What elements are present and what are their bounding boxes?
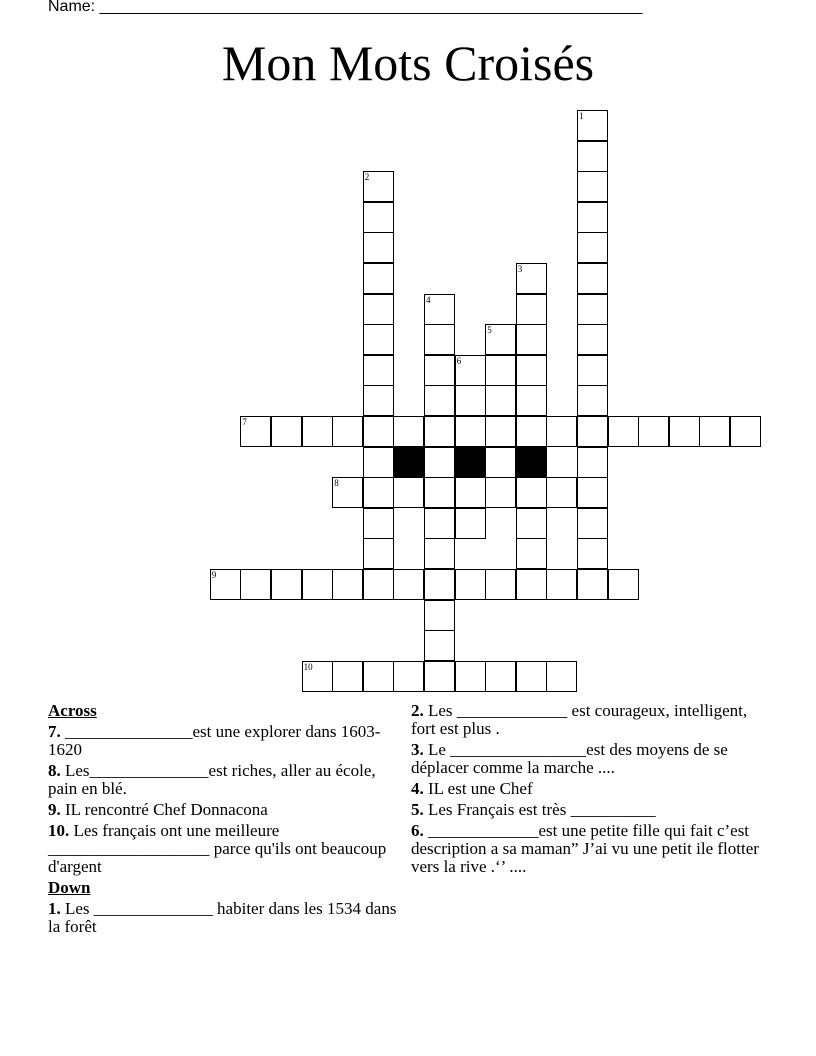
grid-cell[interactable] bbox=[546, 661, 577, 692]
grid-cell[interactable] bbox=[516, 538, 547, 569]
grid-cell[interactable] bbox=[424, 294, 455, 325]
down-clue-list-continued bbox=[411, 702, 771, 876]
grid-cell[interactable] bbox=[516, 385, 547, 416]
grid-cell[interactable] bbox=[363, 416, 394, 447]
grid-cell[interactable] bbox=[577, 385, 608, 416]
grid-cell[interactable] bbox=[577, 569, 608, 600]
grid-cell[interactable] bbox=[271, 416, 302, 447]
grid-cell[interactable] bbox=[577, 141, 608, 172]
grid-cell[interactable] bbox=[240, 416, 271, 447]
grid-cell[interactable] bbox=[424, 508, 455, 539]
grid-cell[interactable] bbox=[363, 171, 394, 202]
grid-cell[interactable] bbox=[455, 416, 486, 447]
grid-cell[interactable] bbox=[608, 416, 639, 447]
grid-cell[interactable] bbox=[577, 447, 608, 478]
grid-cell[interactable] bbox=[363, 232, 394, 263]
clue-text: Les français ont une meilleure ___________________ parce qu'ils ont beaucoup d'argent bbox=[48, 821, 387, 876]
down-clue-list bbox=[48, 900, 398, 936]
grid-cell[interactable] bbox=[455, 508, 486, 539]
grid-cell[interactable] bbox=[363, 477, 394, 508]
clue-text: Le ________________est des moyens de se déplacer comme la marche .... bbox=[411, 740, 728, 777]
clue-item bbox=[411, 780, 771, 798]
grid-cell[interactable] bbox=[516, 355, 547, 386]
grid-cell[interactable] bbox=[363, 202, 394, 233]
grid-cell[interactable] bbox=[363, 569, 394, 600]
grid-cell[interactable] bbox=[363, 263, 394, 294]
grid-cell[interactable] bbox=[332, 477, 363, 508]
clue-item bbox=[48, 822, 398, 876]
grid-cell[interactable] bbox=[577, 324, 608, 355]
grid-cell[interactable] bbox=[363, 355, 394, 386]
grid-cell[interactable] bbox=[485, 416, 516, 447]
clues-right-column bbox=[411, 702, 771, 879]
clues-left-column bbox=[48, 702, 398, 939]
name-field[interactable]: Name: _____________________________________________________________ bbox=[48, 0, 643, 15]
grid-cell[interactable] bbox=[424, 661, 455, 692]
cell-number: 4 bbox=[426, 294, 431, 305]
grid-cell[interactable] bbox=[455, 477, 486, 508]
grid-cell[interactable] bbox=[424, 324, 455, 355]
grid-cell[interactable] bbox=[455, 569, 486, 600]
cell-number: 5 bbox=[487, 325, 492, 336]
clue-item bbox=[48, 900, 398, 936]
clue-number: 6. bbox=[411, 821, 424, 840]
grid-cell[interactable] bbox=[546, 477, 577, 508]
grid-cell[interactable] bbox=[455, 385, 486, 416]
clue-text: IL rencontré Chef Donnacona bbox=[60, 800, 268, 819]
clue-number: 3. bbox=[411, 740, 424, 759]
clue-number: 10. bbox=[48, 821, 70, 840]
grid-cell[interactable] bbox=[393, 477, 424, 508]
grid-cell[interactable] bbox=[363, 538, 394, 569]
grid-cell[interactable] bbox=[516, 661, 547, 692]
clue-item bbox=[48, 723, 398, 759]
grid-cell[interactable] bbox=[516, 477, 547, 508]
grid-cell[interactable] bbox=[638, 416, 669, 447]
grid-block bbox=[516, 447, 547, 478]
grid-cell[interactable] bbox=[485, 569, 516, 600]
grid-cell[interactable] bbox=[363, 385, 394, 416]
grid-cell[interactable] bbox=[577, 232, 608, 263]
clue-text: IL est une Chef bbox=[423, 779, 533, 798]
grid-cell[interactable] bbox=[271, 569, 302, 600]
clue-text: _____________est une petite fille qui fait c’est description a sa maman” J’ai vu une petit ile flotter vers la rive .‘’ .... bbox=[411, 821, 759, 876]
clue-item bbox=[411, 822, 771, 876]
grid-block bbox=[455, 447, 486, 478]
grid-cell[interactable] bbox=[393, 661, 424, 692]
grid-cell[interactable] bbox=[424, 416, 455, 447]
down-heading: Down bbox=[48, 878, 91, 897]
grid-cell[interactable] bbox=[424, 385, 455, 416]
grid-cell[interactable] bbox=[332, 569, 363, 600]
grid-cell[interactable] bbox=[577, 508, 608, 539]
clue-number: 2. bbox=[411, 701, 424, 720]
cell-number: 6 bbox=[456, 355, 462, 366]
grid-cell[interactable] bbox=[485, 355, 516, 386]
grid-cell[interactable] bbox=[455, 661, 486, 692]
clue-item bbox=[411, 702, 771, 738]
clue-item bbox=[48, 801, 398, 819]
grid-cell[interactable] bbox=[240, 569, 271, 600]
grid-cell[interactable] bbox=[363, 294, 394, 325]
clue-number: 7. bbox=[48, 722, 61, 741]
clue-item bbox=[411, 741, 771, 777]
grid-cell[interactable] bbox=[302, 661, 333, 692]
grid-cell[interactable] bbox=[577, 538, 608, 569]
grid-cell[interactable] bbox=[455, 355, 486, 386]
clue-text: Les Français est très __________ bbox=[423, 800, 656, 819]
across-clue-list bbox=[48, 723, 398, 876]
grid-block bbox=[393, 447, 424, 478]
cell-number: 1 bbox=[579, 111, 584, 121]
grid-cell[interactable] bbox=[302, 416, 333, 447]
grid-cell[interactable] bbox=[669, 416, 700, 447]
grid-cell[interactable] bbox=[424, 630, 455, 661]
across-heading: Across bbox=[48, 701, 97, 720]
clue-number: 1. bbox=[48, 899, 61, 918]
grid-cell[interactable] bbox=[485, 385, 516, 416]
grid-cell[interactable] bbox=[485, 324, 516, 355]
cell-number: 10 bbox=[303, 661, 313, 672]
grid-cell[interactable] bbox=[516, 294, 547, 325]
grid-cell[interactable] bbox=[699, 416, 730, 447]
clue-item bbox=[48, 762, 398, 798]
grid-cell[interactable] bbox=[363, 508, 394, 539]
grid-cell[interactable] bbox=[332, 416, 363, 447]
grid-cell[interactable] bbox=[577, 294, 608, 325]
grid-cell[interactable] bbox=[485, 447, 516, 478]
grid-cell[interactable] bbox=[577, 477, 608, 508]
page-title: Mon Mots Croisés bbox=[221, 35, 595, 91]
grid-cell[interactable] bbox=[577, 110, 608, 141]
grid-cell[interactable] bbox=[485, 661, 516, 692]
clue-item bbox=[411, 801, 771, 819]
grid-cell[interactable] bbox=[516, 324, 547, 355]
grid-cell[interactable] bbox=[577, 263, 608, 294]
grid-cell[interactable] bbox=[516, 416, 547, 447]
grid-cell[interactable] bbox=[516, 569, 547, 600]
clue-number: 9. bbox=[48, 800, 61, 819]
clue-text: _______________est une explorer dans 1603-1620 bbox=[48, 722, 381, 759]
grid-cell[interactable] bbox=[210, 569, 241, 600]
clue-text: Les ______________ habiter dans les 1534 dans la forêt bbox=[48, 899, 397, 936]
clue-number: 4. bbox=[411, 779, 424, 798]
clue-text: Les______________est riches, aller au école, pain en blé. bbox=[48, 761, 376, 798]
grid-cell[interactable] bbox=[516, 263, 547, 294]
grid-cell[interactable] bbox=[302, 569, 333, 600]
grid-cell[interactable] bbox=[393, 416, 424, 447]
cell-number: 8 bbox=[334, 478, 339, 489]
cell-number: 3 bbox=[517, 264, 523, 274]
grid-cell[interactable] bbox=[424, 447, 455, 478]
clue-text: Les _____________ est courageux, intelligent, fort est plus . bbox=[411, 701, 748, 738]
grid-cell[interactable] bbox=[424, 477, 455, 508]
grid-cell[interactable] bbox=[332, 661, 363, 692]
cell-number: 2 bbox=[364, 172, 370, 183]
grid-cell[interactable] bbox=[424, 355, 455, 386]
grid-cell[interactable] bbox=[516, 508, 547, 539]
grid-cell[interactable] bbox=[363, 447, 394, 478]
grid-cell[interactable] bbox=[608, 569, 639, 600]
cell-number: 7 bbox=[242, 417, 247, 427]
grid-cell[interactable] bbox=[424, 538, 455, 569]
grid-cell[interactable] bbox=[424, 569, 455, 600]
clue-number: 5. bbox=[411, 800, 424, 819]
grid-cell[interactable] bbox=[393, 569, 424, 600]
grid-cell[interactable] bbox=[485, 477, 516, 508]
grid-cell[interactable] bbox=[577, 202, 608, 233]
grid-cell[interactable] bbox=[577, 416, 608, 447]
grid-cell[interactable] bbox=[546, 416, 577, 447]
grid-cell[interactable] bbox=[730, 416, 761, 447]
grid-cell[interactable] bbox=[363, 661, 394, 692]
grid-cell[interactable] bbox=[577, 171, 608, 202]
grid-cell[interactable] bbox=[363, 324, 394, 355]
grid-cell[interactable] bbox=[577, 355, 608, 386]
grid-cell[interactable] bbox=[424, 600, 455, 631]
grid-cell[interactable] bbox=[546, 569, 577, 600]
clue-number: 8. bbox=[48, 761, 61, 780]
cell-number: 9 bbox=[211, 570, 217, 580]
